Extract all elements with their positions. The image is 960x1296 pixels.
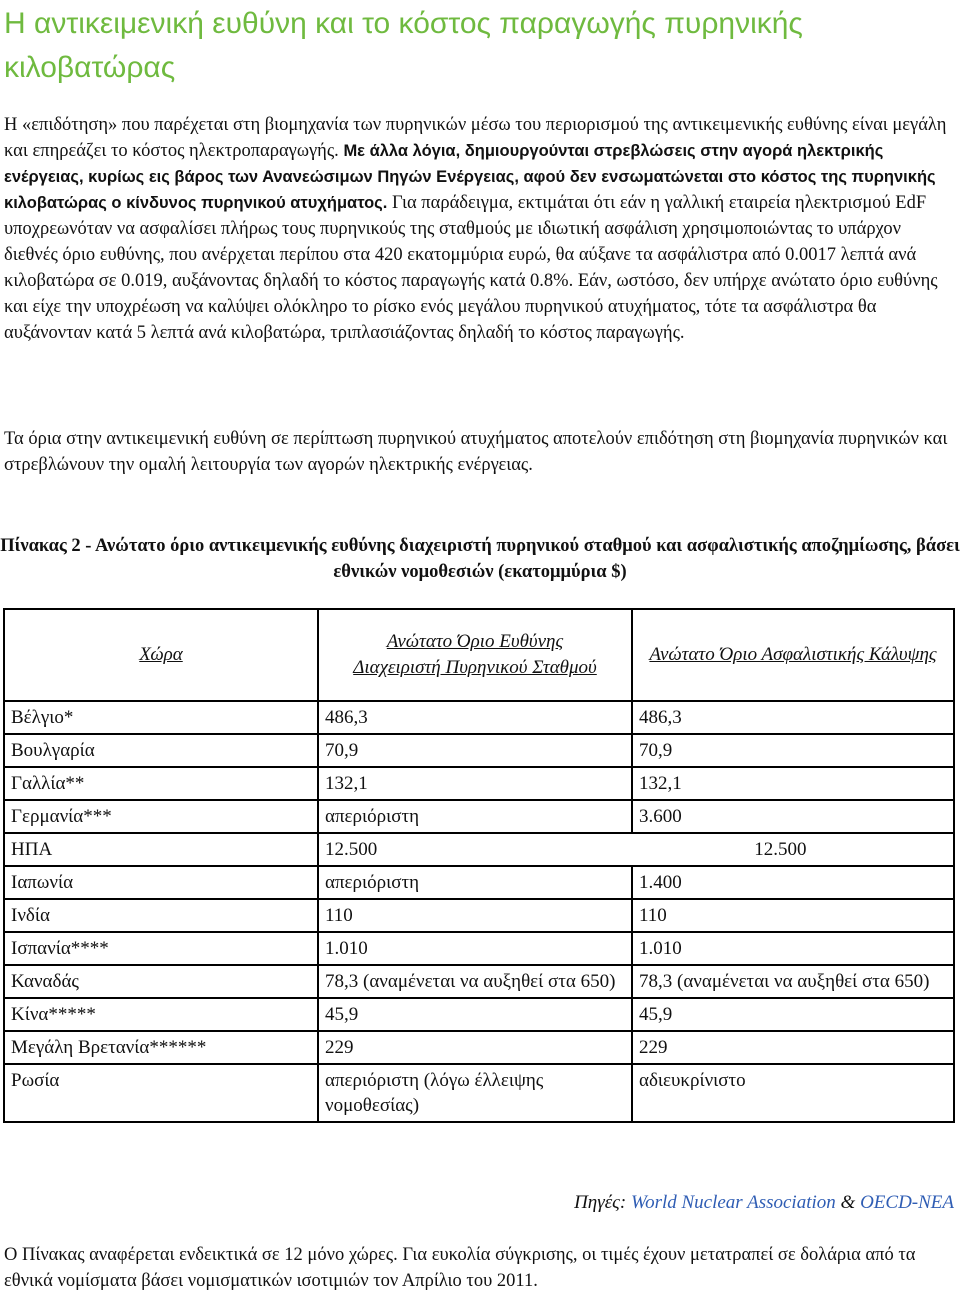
cell-liability: 229 [318,1031,632,1064]
cell-country: ΗΠΑ [4,833,318,866]
header-country: Χώρα [4,609,318,701]
cell-insurance: 132,1 [632,767,954,800]
cell-country: Ιαπωνία [4,866,318,899]
table-row [4,734,954,767]
table-row [4,701,954,734]
cell-insurance: 110 [632,899,954,932]
cell-liability: απεριόριστη [318,800,632,833]
cell-insurance: 486,3 [632,701,954,734]
cell-insurance: 45,9 [632,998,954,1031]
cell-country: Βέλγιο* [4,701,318,734]
cell-country: Ινδία [4,899,318,932]
header-insurance: Ανώτατο Όριο Ασφαλιστικής Κάλυψης [632,609,954,701]
cell-insurance: 1.400 [632,866,954,899]
intro-paragraph [4,112,956,346]
cell-liability: απεριόριστη (λόγω έλλειψης νομοθεσίας) [318,1064,632,1122]
cell-country: Κίνα***** [4,998,318,1031]
source-link-wna[interactable]: World Nuclear Association [630,1192,836,1213]
conclusion-paragraph: Τα όρια στην αντικειμενική ευθύνη σε περίπτωση πυρηνικού ατυχήματος αποτελούν επιδότηση στη βιομηχανία πυρηνικών και στρεβλώνουν την ομαλή λειτουργία των αγορών ηλεκτρικής ενέργειας. [4,429,948,475]
header-liability: Ανώτατο Όριο Ευθύνης Διαχειριστή Πυρηνικού Σταθμού [318,609,632,701]
cell-insurance: 3.600 [632,800,954,833]
cell-country: Ρωσία [4,1064,318,1122]
cell-liability: απεριόριστη [318,866,632,899]
cell-country: Ισπανία**** [4,932,318,965]
cell-country: Μεγάλη Βρετανία****** [4,1031,318,1064]
cell-liability: 70,9 [318,734,632,767]
cell-liability: 78,3 (αναμένεται να αυξηθεί στα 650) [318,965,632,998]
cell-insurance: αδιευκρίνιστο [632,1064,954,1122]
cell-liability: 12.500 [325,839,378,860]
cell-insurance: 12.500 [754,839,807,860]
source-link-oecd-nea[interactable]: OECD-NEA [860,1192,954,1213]
cell-insurance: 229 [632,1031,954,1064]
table-row [4,1064,954,1122]
table-row [4,965,954,998]
cell-liability: 486,3 [318,701,632,734]
table-note: Ο Πίνακας αναφέρεται ενδεικτικά σε 12 μόνο χώρες. Για ευκολία σύγκρισης, οι τιμές έχουν μετατραπεί σε δολάρια από τα εθνικά νομίσματα βάσει νομισματικών ισοτιμιών τον Απρίλιο του 2011. [4,1245,916,1291]
cell-country: Καναδάς [4,965,318,998]
table-caption: Πίνακας 2 - Ανώτατο όριο αντικειμενικής ευθύνης διαχειριστή πυρηνικού σταθμού και ασφαλιστικής αποζημίωσης, βάσει εθνικών νομοθεσιών (εκατομμύρια $) [0,536,960,582]
table-header-row [4,609,954,701]
sources-line [574,1190,954,1216]
sources-label: Πηγές: [574,1192,627,1213]
cell-country: Γερμανία*** [4,800,318,833]
cell-country: Βουλγαρία [4,734,318,767]
table-row [4,998,954,1031]
cell-insurance: 78,3 (αναμένεται να αυξηθεί στα 650) [632,965,954,998]
table-row [4,932,954,965]
cell-liability: 45,9 [318,998,632,1031]
sources-ampersand: & [840,1192,856,1213]
cell-insurance: 1.010 [632,932,954,965]
cell-country: Γαλλία** [4,767,318,800]
cell-insurance: 70,9 [632,734,954,767]
intro-text: Η «επιδότηση» που παρέχεται στη βιομηχανία των πυρηνικών μέσω του περιορισμού της αντικειμενικής ευθύνης είναι μεγάλη και επηρεάζει το κόστος ηλεκτροπαραγωγής. [4,115,947,161]
intro-example-text: Για παράδειγμα, εκτιμάται ότι εάν η γαλλική εταιρεία ηλεκτρισμού EdF υποχρεωνόταν να ασφαλίσει πλήρως τους πυρηνικούς της σταθμούς με ιδιωτική ασφάλιση χρησιμοποιώντας το υπάρχον διεθνές όριο ευθύνης, που ανέρχεται περίπου στα 420 εκατομμύρια ευρώ, θα αύξανε τα ασφάλιστρα από 0.0017 λεπτά ανά κιλοβατώρα σε 0.019, αυξάνοντας δηλαδή το κόστος παραγωγής κατά 0.8%. Εάν, ωστόσο, δεν υπήρχε ανώτατο όριο ευθύνης και είχε την υποχρέωση να καλύψει ολόκληρο το ρίσκο ενός μεγάλου πυρηνικού ατυχήματος, τότε τα ασφάλιστρα θα αυξάνονταν κατά 5 λεπτά ανά κιλοβατώρα, τριπλασιάζοντας δηλαδή το κόστος παραγωγής. [4,193,938,343]
cell-liability: 132,1 [318,767,632,800]
page-title: Η αντικειμενική ευθύνη και το κόστος παραγωγής πυρηνικής κιλοβατώρας [4,7,803,84]
table-row [4,866,954,899]
table-row [4,800,954,833]
table-row [4,767,954,800]
cell-liability: 1.010 [318,932,632,965]
cell-liability-insurance-merged [318,833,954,866]
table-row [4,1031,954,1064]
liability-table [3,608,955,1123]
table-row [4,833,954,866]
table-row [4,899,954,932]
intro-bold-text: Με άλλα λόγια, δημιουργούνται στρεβλώσεις στην αγορά ηλεκτρικής ενέργειας, κυρίως εις βάρος των Ανανεώσιμων Πηγών Ενέργειας, αφού δεν ενσωματώνεται στο κόστος της πυρηνικής κιλοβατώρας ο κίνδυνος πυρηνικού ατυχήματος. [4,142,936,212]
cell-liability: 110 [318,899,632,932]
